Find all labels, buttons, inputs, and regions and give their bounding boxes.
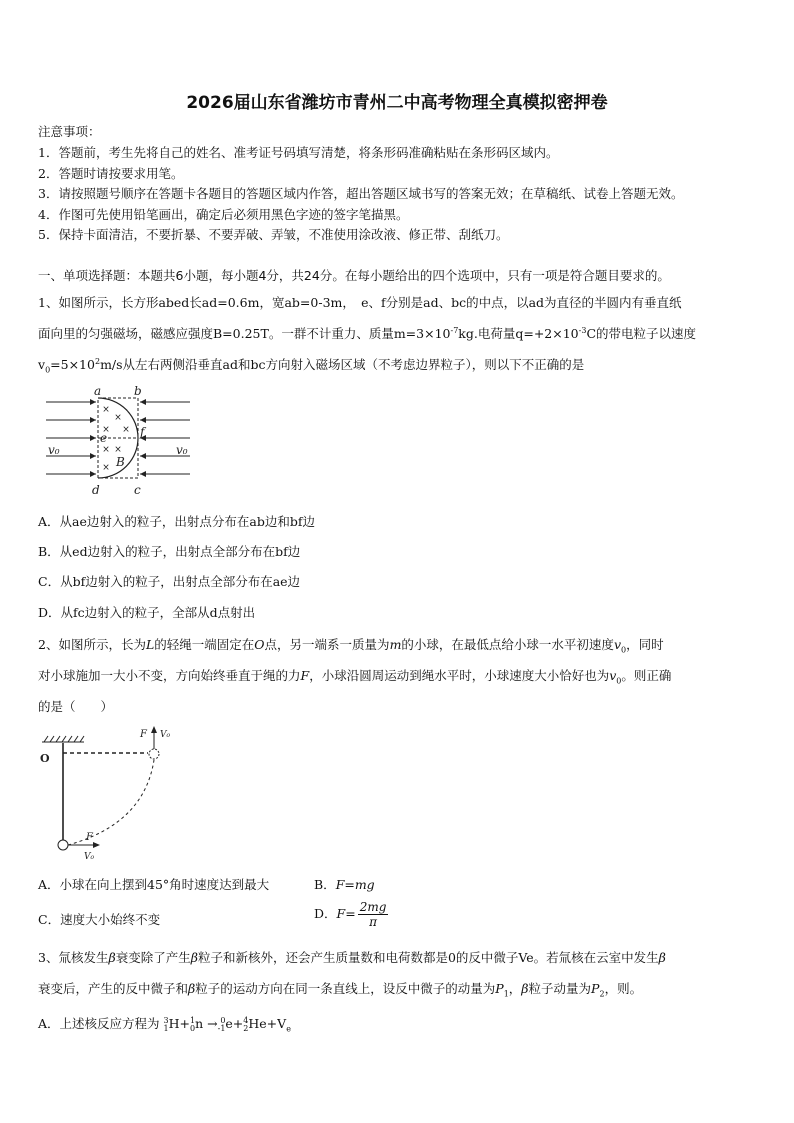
notice-heading: 注意事项： (38, 124, 101, 139)
field-cross: × (122, 425, 130, 435)
label-v0-left: v₀ (48, 443, 60, 457)
page-title: 2026届山东省潍坊市青州二中高考物理全真模拟密押卷 (186, 93, 608, 113)
q1-line-3: $v_0=5\times 10^2m/s$从左右两侧沿垂直ad和bc方向射入磁场区域（不考虑边界粒子），则以下不正确的是 (38, 356, 585, 375)
q1-line-1: 1、如图所示，长方形abed长ad=0.6m，宽ab=0-3m， e、f分别是ad、bc的中点，以ad为直径的半圆内有垂直纸 (38, 295, 682, 310)
notice-item-4: 4．作图可先使用铅笔画出，确定后必须用黑色字迹的签字笔描黑。 (38, 207, 409, 222)
label-d: d (92, 483, 100, 497)
q2-line-2: 对小球施加一大小不变，方向始终垂直于绳的力F，小球沿圆周运动到绳水平时，小球速度大小恰好也为$v_0$。则正确 (38, 668, 672, 686)
section-heading: 一、单项选择题：本题共6小题，每小题4分，共24分。在每小题给出的四个选项中，只有一项是符合题目要求的。 (38, 268, 670, 283)
field-cross: × (114, 445, 122, 455)
q2-option-d: D．F= $\frac{2mg}{\pi}$ (314, 900, 387, 929)
notice-item-2: 2．答题时请按要求用笔。 (38, 166, 184, 181)
label-f: f (140, 425, 145, 439)
q3-option-a: A．上述核反应方程为 3 1H+1 0n → 0 -1e+4 $2He+V_e$ (38, 1015, 291, 1034)
label-a: a (94, 384, 102, 398)
q2-pendulum-figure (36, 724, 176, 864)
q1-line-2: 面向里的匀强磁场，磁感应强度B=0.25T。一群不计重力、质量$m=3\times 10^{-7}kg$.电荷量$q=+2\times 10^{-3}C$的带电粒子以速度 (38, 325, 697, 341)
q1-option-d: D．从fc边射入的粒子，全部从d点射出 (38, 605, 256, 620)
q2-line-1: 2、如图所示，长为L的轻绳一端固定在O点，另一端系一质量为m的小球，在最低点给小球一水平初速度$v_0$，同时 (38, 637, 664, 655)
label-V0-bottom: V₀ (84, 852, 95, 862)
label-e: e (100, 431, 108, 445)
notice-item-3: 3．请按照题号顺序在答题卡各题目的答题区域内作答，超出答题区域书写的答案无效；在草稿纸、试卷上答题无效。 (38, 186, 684, 201)
label-F-top: F (140, 729, 147, 740)
field-cross: × (114, 413, 122, 423)
q2-line-3: 的是（ ） (38, 699, 114, 714)
q1-magnetic-field-figure (44, 384, 194, 499)
q1-option-a: A．从ae边射入的粒子，出射点分布在ab边和bf边 (38, 514, 315, 529)
label-F-bottom: F (86, 832, 93, 843)
label-v0-right: v₀ (176, 443, 188, 457)
label-B: B (116, 455, 125, 469)
notice-item-5: 5．保持卡面清洁，不要折暴、不要弄破、弄皱，不准使用涂改液、修正带、刮纸刀。 (38, 227, 509, 242)
field-cross: × (102, 463, 110, 473)
label-O: O (40, 752, 50, 765)
label-V0-top: V₀ (160, 730, 171, 740)
q2-option-b: B．F=mg (314, 877, 375, 892)
field-cross: × (102, 405, 110, 415)
label-b: b (134, 384, 142, 398)
notice-item-1: 1．答题前，考生先将自己的姓名、准考证号码填写清楚，将条形码准确粘贴在条形码区域内。 (38, 145, 559, 160)
q2-option-a: A．小球在向上摆到45°角时速度达到最大 (38, 877, 270, 892)
q1-option-b: B．从ed边射入的粒子，出射点全部分布在bf边 (38, 544, 301, 559)
q3-line-1: 3、氚核发生β衰变除了产生β粒子和新核外，还会产生质量数和电荷数都是0的反中微子Ve。若氚核在云室中发生β (38, 950, 666, 965)
field-cross: × (102, 425, 110, 435)
q1-option-c: C．从bf边射入的粒子，出射点全部分布在ae边 (38, 574, 301, 589)
q2-option-c: C．速度大小始终不变 (38, 912, 161, 927)
label-c: c (134, 483, 141, 497)
q3-line-2: 衰变后，产生的反中微子和β粒子的运动方向在同一条直线上，设反中微子的动量为$P_1$，β粒子动量为$P_2$，则。 (38, 981, 643, 999)
field-cross: × (102, 445, 110, 455)
